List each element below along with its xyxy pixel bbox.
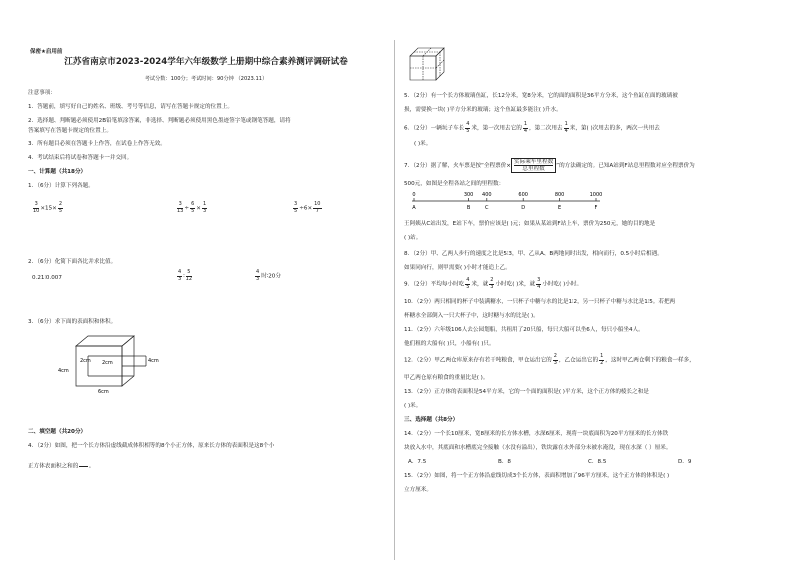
number-line-station: E — [558, 205, 562, 211]
note-item: 4．考试结束后将试卷和答题卡一并交回。 — [28, 155, 133, 161]
option-d: D．9 — [678, 459, 692, 465]
number-line-distance: 600 — [518, 192, 528, 198]
note-item: 1．答题前，填写好自己的姓名、班级、考号等信息，请写在答题卡规定的位置上。 — [28, 104, 233, 110]
note-item: 答案填写在答题卡规定的位置上。 — [28, 128, 112, 134]
exam-title: 江苏省南京市2023-2024学年六年级数学上册期中综合素养测评调研试卷 — [64, 57, 348, 67]
dim-label-3: 4cm — [148, 358, 159, 364]
section-1-title: 一、计算题（共18分） — [28, 169, 87, 175]
distance-number-line — [408, 190, 608, 214]
dim-label-4: 4cm — [58, 368, 69, 374]
number-line-distance: 300 — [463, 192, 474, 198]
left-column — [28, 0, 384, 562]
question-8: 8．（2分）甲、乙两人步行的速度之比是5∶3，甲、乙从A、B两地同时出发，相向而行，0.5小时后相遇。 — [404, 251, 663, 257]
notes-heading: 注意事项： — [28, 90, 56, 96]
expression-2: $\frac{3}{13}$ ÷ $\frac{6}{5}$ × $\frac{1}{3}$ — [177, 201, 207, 214]
dim-label-2: 2cm — [102, 360, 113, 366]
question-7-line-4: ( )站。 — [404, 235, 422, 241]
number-line-distance: 400 — [482, 192, 492, 198]
ratio-item-2: $\frac{4}{3}$ ∶ $\frac{5}{12}$ — [178, 269, 193, 282]
question-9: 9．（2分）平均每小时吃 $\frac{4}{5}$ 米，就 $\frac{2}{3}$ 小时吃( )米，就 $\frac{3}{4}$ 小时吃( )小时。 — [404, 277, 583, 290]
exam-info: 考试分数：100分；考试时间：90分钟 （2023.11） — [144, 76, 268, 82]
section-2-title: 二、填空题（共20分） — [28, 429, 87, 435]
question-4-tail: 正方体表面积之和的 。 — [28, 460, 94, 472]
question-6-line-2: ( )米。 — [414, 141, 432, 147]
ratio-item-3: $\frac{4}{3}$ 时∶20分 — [256, 269, 281, 282]
question-7-line-3: 王阿姨从C站出发，E站下车，票价应该是( )元；如果从某站到F站上车，票价为250元，她的目的地是 — [404, 221, 656, 227]
number-line-distance: 1000 — [589, 192, 603, 198]
question-12: 12．（2分）甲乙两仓库原来存有若干吨粮食，甲仓运出它的 $\frac{2}{3}$ ，乙仓运出它的 $\frac{1}{2}$ ，这时甲乙两仓剩下的粮食一样多， — [404, 353, 695, 366]
question-2: 2．（6分）化简下面各比并求比值。 — [28, 259, 117, 265]
question-8-line-2: 如果同向行，则甲需要( )小时才能追上乙。 — [404, 265, 511, 271]
question-5: 5．（2分）有一个长方体玻璃鱼缸，长12分米，宽8分米，它的面的面积是36平方分米，这个鱼缸在面的玻璃被 — [404, 93, 678, 99]
secret-label: 保密★启用前 — [30, 49, 63, 55]
option-c: C．8.5 — [588, 459, 607, 465]
question-14: 14．（2分）一个长10厘米，宽8厘米的长方体水槽，水深6厘米，现将一块底面积为20平方厘米的长方体铁 — [404, 431, 669, 437]
right-column — [404, 0, 770, 562]
question-14-line-2: 块放入水中，其底面和水槽底完全接触（水没有溢出），铁块露在水外部分未被水淹没，现在水深（ ）厘米。 — [404, 445, 672, 451]
question-12-line-2: 甲乙两仓原有粮食的重量比是( )。 — [404, 375, 489, 381]
question-10-line-2: 杯糖水全部倒入一只大杯子中，这时糖与水的比是( )。 — [404, 313, 539, 319]
question-7-line-2: 500元，如图是全程各站之间的里程数： — [404, 181, 505, 187]
number-line-distance: 0 — [412, 192, 416, 198]
ratio-item-1: 0.21∶0.007 — [32, 275, 62, 281]
question-10: 10．（2分）两只相同的杯子中装满糖水，一只杯子中糖与水的比是1∶2，另一只杯子中糖与水比是1∶5。若把两 — [404, 299, 676, 305]
question-3: 3．（6分）求下面的表面积和体积。 — [28, 319, 117, 325]
question-7: 7．（2分）据了解，火车票是按“全程票价× 实际乘车里程数 总里程数 ”的方法确定的。已知A站到F站总里程数对应全程票价为 — [404, 159, 695, 172]
number-line-station: C — [485, 205, 489, 211]
question-11-line-2: 他们租的大船有( )只，小船有( )只。 — [404, 341, 495, 347]
question-6: 6．（2分）一辆玩子车长 $\frac{4}{5}$ 米，第一次用去它的 $\frac{1}{4}$ ，第二次用去 $\frac{1}{4}$ 米，第( )次用去的多，两次一共用去 — [404, 121, 660, 134]
option-b: B．8 — [498, 459, 511, 465]
note-item: 2．选择题、判断题必须使用2B铅笔填涂答案，非选择、判断题必须使用黑色墨迹签字笔或钢笔答题，请将 — [28, 118, 291, 124]
question-13: 13．（2分）正方体的表面积是54平方米，它的一个面的面积是( )平方米，这个正方体的棱长之和是 — [404, 389, 649, 395]
question-15: 15．（2分）如图，将一个正方体沿虚线切成3个长方体，表面积增加了96平方厘米，这个正方体的体积是( ) — [404, 473, 670, 479]
number-line-distance: 800 — [554, 192, 565, 198]
question-1: 1．（6分）计算下列各题。 — [28, 183, 94, 189]
number-line-station: B — [466, 205, 471, 211]
solid-figure — [58, 332, 168, 394]
number-line-station: F — [594, 205, 598, 211]
expression-1: $\frac{3}{10}$ ×15× $\frac{2}{5}$ — [33, 201, 63, 214]
question-11: 11．（2分）六年级106人去公园划船，共租用了20只船，每只大船可以坐6人，每只小船坐4人。 — [404, 327, 644, 333]
number-line-station: A — [412, 205, 416, 211]
cube-figure — [408, 46, 448, 82]
section-3-title: 三、选择题（共8分） — [404, 417, 459, 423]
dim-label-1: 2cm — [80, 358, 91, 364]
note-item: 3．所有题目必须在答题卡上作答，在试卷上作答无效。 — [28, 141, 166, 147]
option-a: A．7.5 — [408, 459, 427, 465]
column-divider — [394, 40, 395, 560]
question-13-line-2: ( )米。 — [404, 403, 422, 409]
dim-label-5: 6cm — [98, 389, 109, 394]
question-15-line-2: 立方厘米。 — [404, 487, 432, 493]
number-line-station: D — [521, 205, 526, 211]
question-5-line-2: 损，需要换一块( )平方分米的玻璃；这个鱼缸最多能注( )升水。 — [404, 107, 562, 113]
expression-3: $\frac{3}{5}$ ÷6× $\frac{10}{7}$ — [294, 201, 321, 214]
question-4: 4．（2分）如图，把一个长方体沿虚线截成体积相等的8个小正方体，原来长方体的表面积是这8个小 — [28, 443, 275, 449]
